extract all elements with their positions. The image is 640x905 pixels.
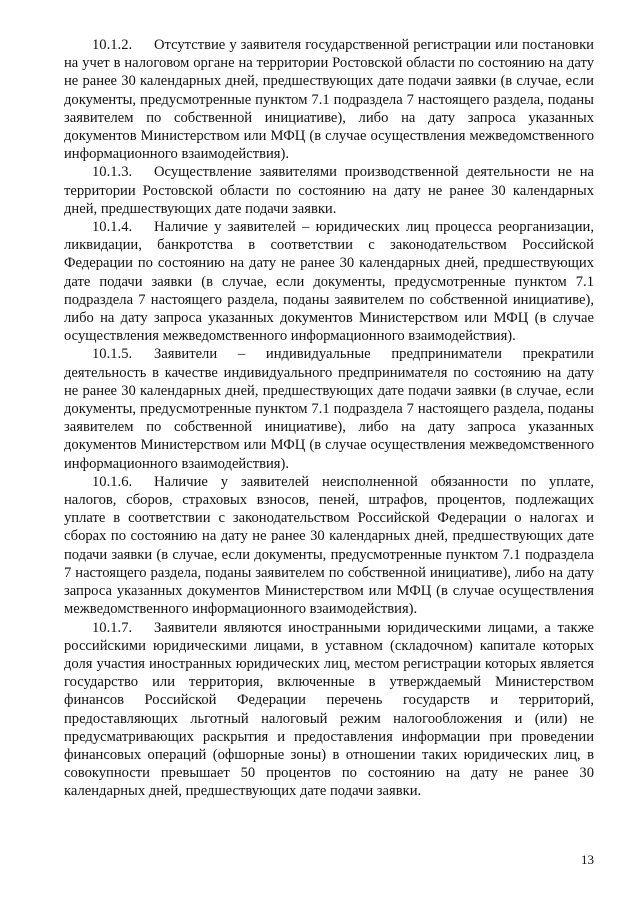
paragraph-10-1-4 [64,218,594,345]
paragraph-number: 10.1.6. [92,473,133,490]
paragraph-number: 10.1.5. [92,346,133,363]
paragraph-10-1-6 [64,473,594,619]
paragraph-10-1-3 [64,163,594,218]
paragraph-number: 10.1.7. [92,619,133,636]
page-number: 13 [581,852,594,867]
document-page [64,36,594,801]
paragraph-text: Наличие у заявителей неисполненной обязанности по уплате, налогов, сборов, страховых взносов, пеней, штрафов, процентов, подлежащих уплате в соответствии с законодательством Российской Федерации о налогах и сборах по состоянию на дату не ранее 30 календарных дней, предшествующих дате подачи заявки (в случае, если документы, предусмотренные пунктом 7.1 подраздела 7 настоящего раздела, поданы заявителем по собственной инициативе), либо на дату запроса указанных документов Министерством или МФЦ (в случае осуществления межведомственного информационного взаимодействия). [64,473,594,618]
paragraph-10-1-7 [64,619,594,801]
paragraph-number: 10.1.4. [92,219,133,236]
paragraph-number: 10.1.2. [92,37,133,53]
paragraph-10-1-5 [64,345,594,472]
paragraph-text: Отсутствие у заявителя государственной регистрации или постановки на учет в налоговом органе на территории Ростовской области по состоянию на дату не ранее 30 календарных дней, предшествующих дате подачи заявки (в случае, если документы, предусмотренные пунктом 7.1 подраздела 7 настоящего раздела, поданы заявителем по собственной инициативе), либо на дату запроса указанных документов Министерством или МФЦ (в случае осуществления межведомственного информационного взаимодействия). [64,37,594,163]
paragraph-text: Заявители – индивидуальные предприниматели прекратили деятельность в качестве индивидуального предпринимателя по состоянию на дату не ранее 30 календарных дней, предшествующих дате подачи заявки (в случае, если документы, предусмотренные пунктом 7.1 подраздела 7 настоящего раздела, поданы заявителем по собственной инициативе), либо на дату запроса указанных документов Министерством или МФЦ (в случае осуществления межведомственного информационного взаимодействия). [64,346,594,472]
paragraph-text: Наличие у заявителей – юридических лиц процесса реорганизации, ликвидации, банкротства в соответствии с законодательством Российской Федерации по состоянию на дату не ранее 30 календарных дней, предшествующих дате подачи заявки (в случае, если документы, предусмотренные пунктом 7.1 подраздела 7 настоящего раздела, поданы заявителем по собственной инициативе), либо на дату запроса указанных документов Министерством или МФЦ (в случае осуществления межведомственного информационного взаимодействия). [64,219,594,345]
paragraph-text: Осуществление заявителями производственной деятельности не на территории Ростовской области по состоянию на дату не ранее 30 календарных дней, предшествующих дате подачи заявки. [64,164,594,217]
paragraph-10-1-2 [64,36,594,163]
paragraph-text: Заявители являются иностранными юридическими лицами, а также российскими юридическими лицами, в уставном (складочном) капитале которых доля участия иностранных юридических лиц, местом регистрации которых является государство или территория, включенные в утверждаемый Министерством финансов Российской Федерации перечень государств и территорий, предоставляющих льготный налоговый режим налогообложения и (или) не предусматривающих раскрытия и предоставления информации при проведении финансовых операций (офшорные зоны) в отношении таких юридических лиц, в совокупности превышает 50 процентов по состоянию на дату не ранее 30 календарных дней, предшествующих дате подачи заявки. [64,619,594,800]
paragraph-number: 10.1.3. [92,164,133,181]
